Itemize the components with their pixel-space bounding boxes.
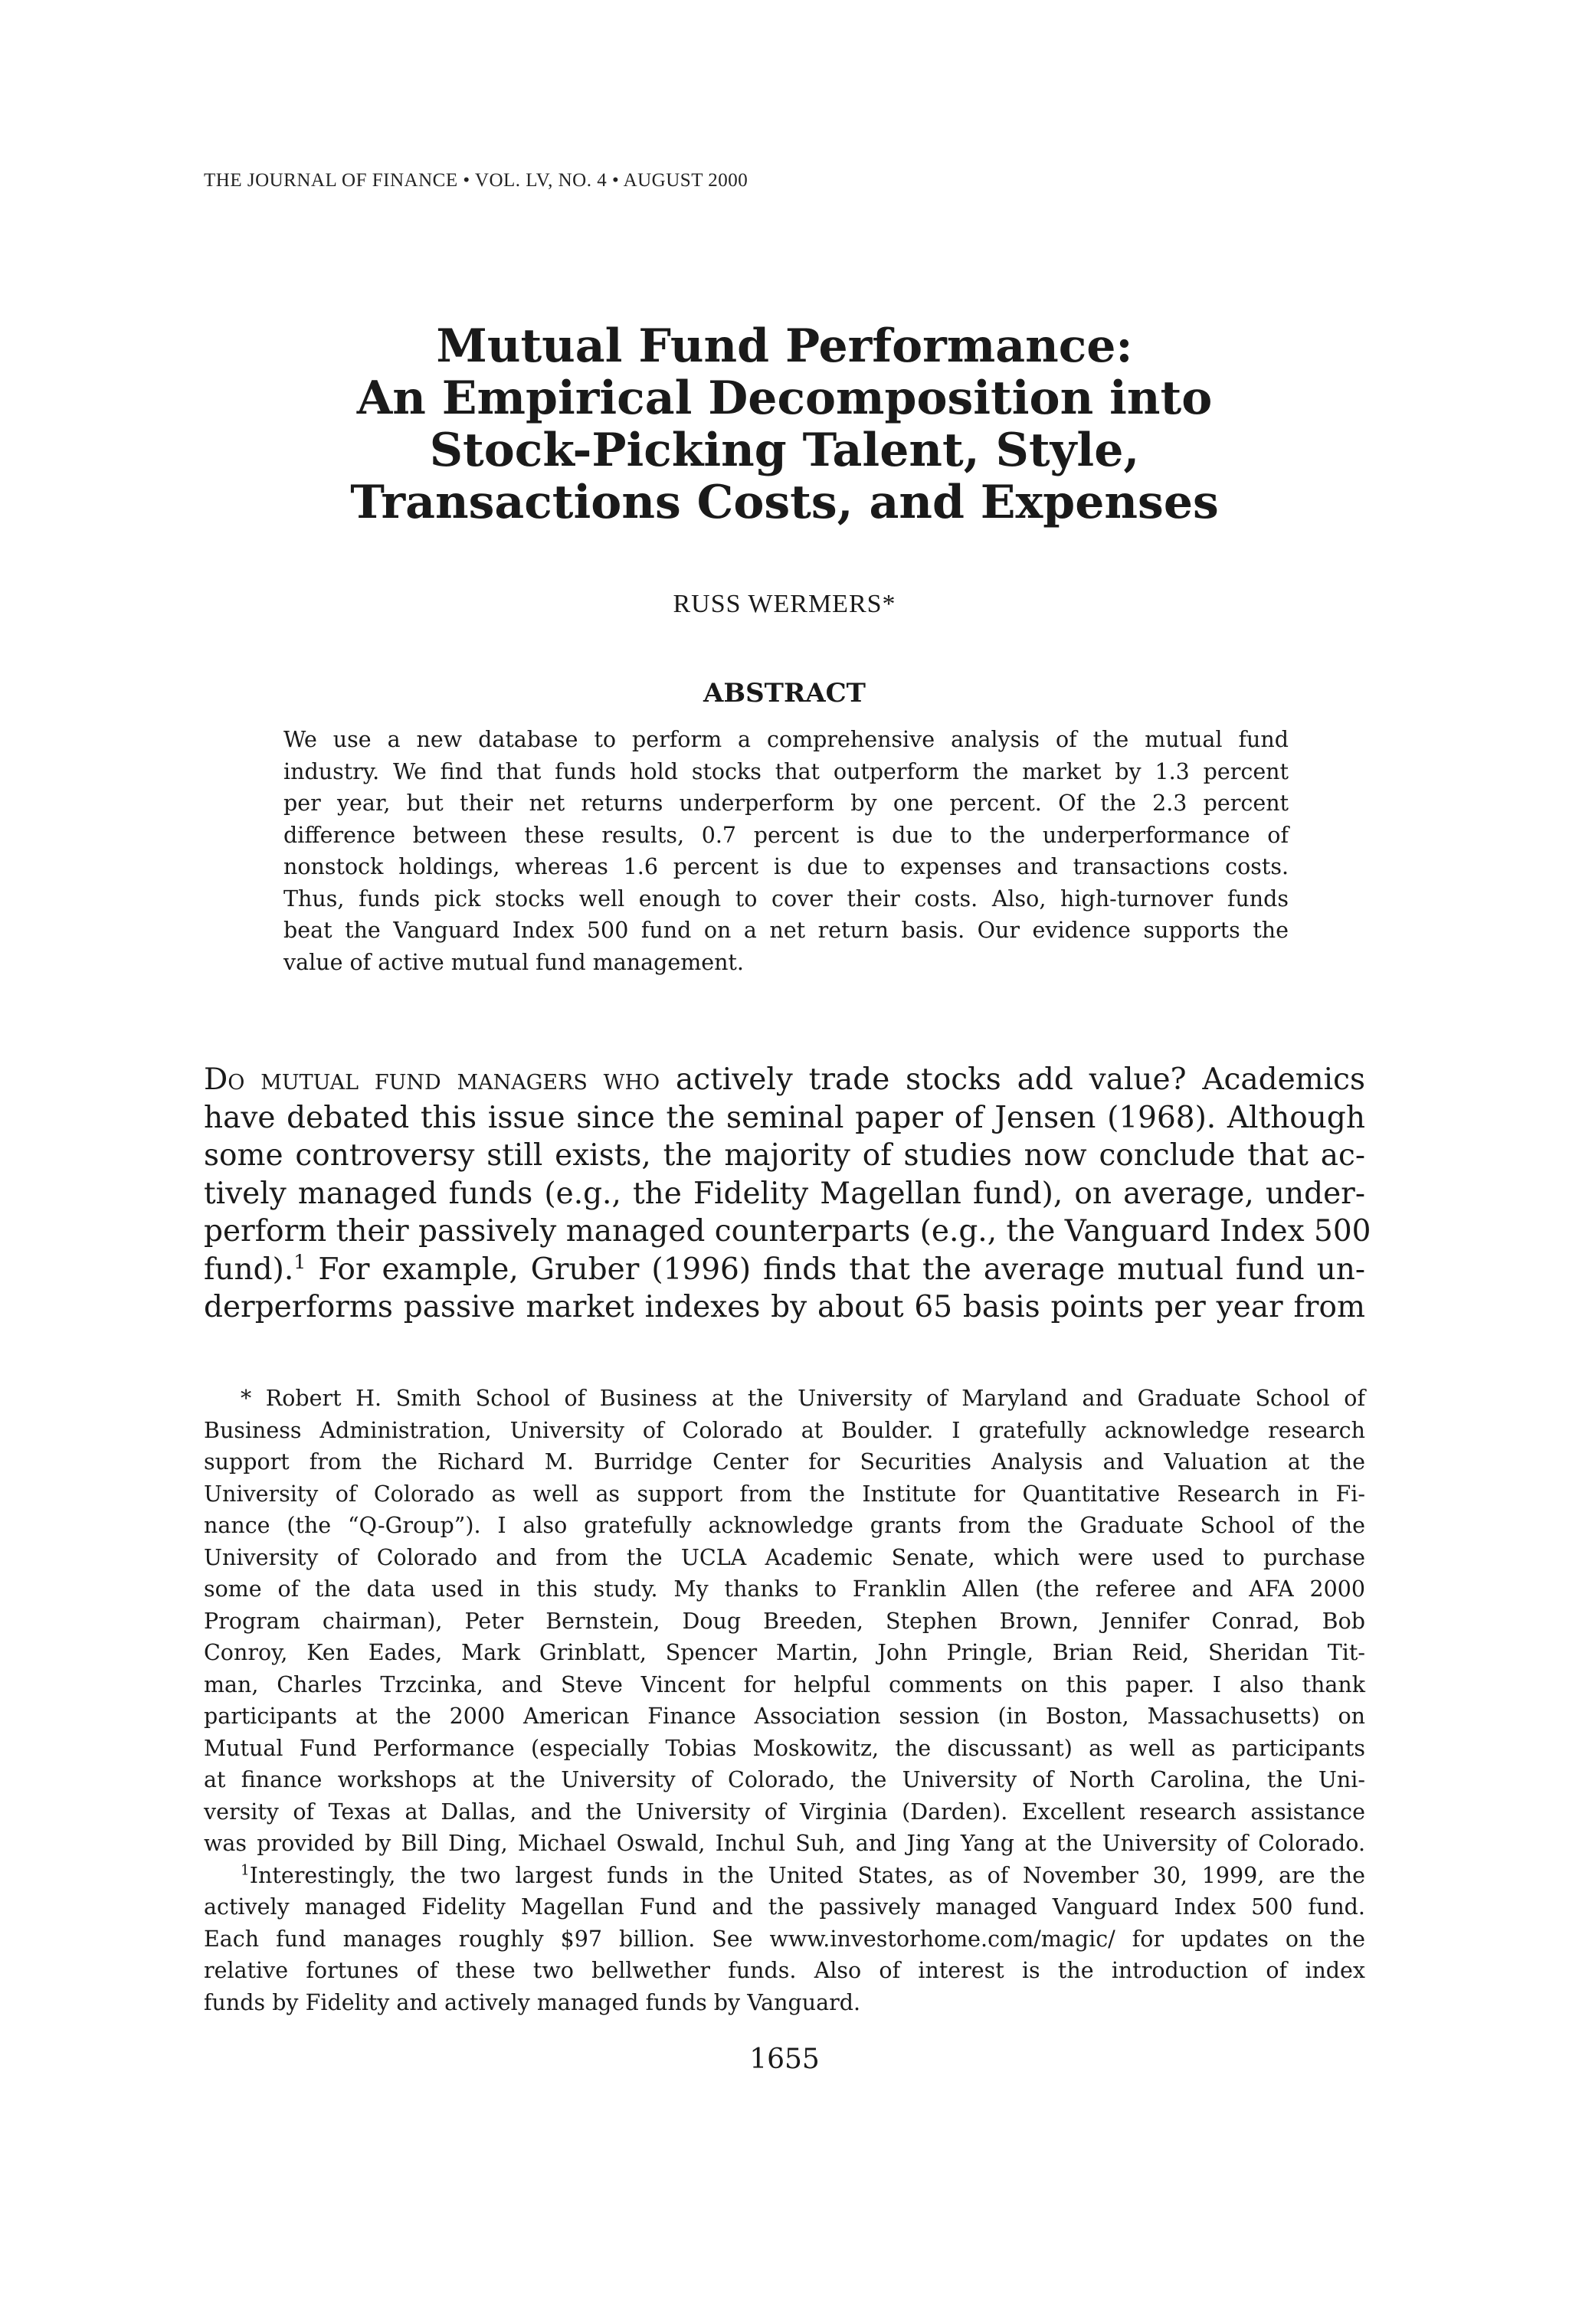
footnote-line: man, Charles Trzcinka, and Steve Vincent for helpful comments on this paper. I also thank <box>204 1671 1365 1697</box>
abstract-line: Thus, funds pick stocks well enough to cover their costs. Also, high-turnover funds <box>283 885 1289 912</box>
abstract-line: nonstock holdings, whereas 1.6 percent is due to expenses and transactions costs. <box>283 854 1289 879</box>
footnote-2-first-line: Interestingly, the two largest funds in the United States, as of November 30, 1999, are the <box>249 1862 1365 1888</box>
title-line-3: Stock-Picking Talent, Style, <box>429 424 1140 477</box>
footnote-line: at finance workshops at the University of Colorado, the University of North Carolina, the Uni- <box>204 1767 1365 1792</box>
abstract-line: beat the Vanguard Index 500 fund on a net return basis. Our evidence supports the <box>283 918 1289 943</box>
footnote-line: versity of Texas at Dallas, and the University of Virginia (Darden). Excellent research assistance <box>204 1799 1365 1825</box>
body-line <box>204 1251 1365 1289</box>
footnote-line: some of the data used in this study. My thanks to Franklin Allen (the referee and AFA 2000 <box>204 1576 1365 1602</box>
title-line-4: Transactions Costs, and Expenses <box>350 476 1219 529</box>
body-line: derperforms passive market indexes by about 65 basis points per year from <box>204 1290 1365 1324</box>
running-head: THE JOURNAL OF FINANCE • VOL. LV, NO. 4 • AUGUST 2000 <box>204 170 748 191</box>
abstract-line: industry. We find that funds hold stocks that outperform the market by 1.3 percent <box>283 758 1289 784</box>
footnote-marker: 1 <box>241 1862 250 1878</box>
footnote-line: relative fortunes of these two bellwether funds. Also of interest is the introduction of index <box>204 1958 1365 1983</box>
footnotes <box>204 1383 1365 2018</box>
body-line <box>204 1061 1365 1099</box>
footnote-line <box>204 1860 1365 1892</box>
body-line: perform their passively managed counterparts (e.g., the Vanguard Index 500 <box>204 1214 1371 1249</box>
body-line: tively managed funds (e.g., the Fidelity Magellan fund), on average, under- <box>204 1176 1365 1211</box>
footnote-line: Each fund manages roughly $97 billion. See www.investorhome.com/magic/ for updates on the <box>204 1926 1365 1952</box>
title-line-1: Mutual Fund Performance: <box>436 319 1133 373</box>
body-line: some controversy still exists, the majority of studies now conclude that ac- <box>204 1138 1365 1173</box>
footnote-line: University of Colorado as well as support from the Institute for Quantitative Research in Fi- <box>204 1481 1365 1507</box>
footnote-line: Conroy, Ken Eades, Mark Grinblatt, Spencer Martin, John Pringle, Brian Reid, Sheridan Tit- <box>204 1640 1365 1665</box>
footnote-line: Business Administration, University of Colorado at Boulder. I gratefully acknowledge research <box>204 1417 1365 1443</box>
body-line-6-pre: fund). <box>204 1252 294 1287</box>
abstract-line: value of active mutual fund management. <box>283 949 744 975</box>
footnote-line: nance (the “Q-Group”). I also gratefully acknowledge grants from the Graduate School of the <box>204 1513 1365 1538</box>
abstract-heading: ABSTRACT <box>703 678 866 709</box>
body-line-6-post: For example, Gruber (1996) finds that the average mutual fund un- <box>306 1252 1365 1287</box>
abstract-line: We use a new database to perform a comprehensive analysis of the mutual fund <box>283 727 1289 752</box>
footnote-line: University of Colorado and from the UCLA Academic Senate, which were used to purchase <box>204 1544 1365 1570</box>
abstract-line: per year, but their net returns underperform by one percent. Of the 2.3 percent <box>283 790 1289 816</box>
body-line: have debated this issue since the seminal paper of Jensen (1968). Although <box>204 1100 1365 1135</box>
body-paragraph <box>204 1061 1371 1327</box>
footnote-line: actively managed Fidelity Magellan Fund and the passively managed Vanguard Index 500 fund. <box>204 1894 1365 1920</box>
title-line-2: An Empirical Decomposition into <box>356 372 1213 425</box>
abstract-line: difference between these results, 0.7 percent is due to the underperformance of <box>283 822 1289 848</box>
footnote-ref: 1 <box>293 1249 306 1273</box>
footnote-line: * Robert H. Smith School of Business at the University of Maryland and Graduate School of <box>241 1386 1365 1411</box>
abstract-body <box>283 724 1289 978</box>
article-title <box>204 320 1365 529</box>
footnote-line: Program chairman), Peter Bernstein, Doug Breeden, Stephen Brown, Jennifer Conrad, Bob <box>204 1608 1365 1634</box>
footnote-line: support from the Richard M. Burridge Center for Securities Analysis and Valuation at the <box>204 1449 1365 1475</box>
body-line-1-rest: actively trade stocks add value? Academics <box>660 1062 1365 1097</box>
footnote-line: was provided by Bill Ding, Michael Oswald, Inchul Suh, and Jing Yang at the University of Colorado. <box>204 1831 1365 1856</box>
footnote-line: Mutual Fund Performance (especially Tobias Moskowitz, the discussant) as well as participants <box>204 1735 1365 1761</box>
footnote-line: participants at the 2000 American Finance Association session (in Boston, Massachusetts) on <box>204 1704 1365 1729</box>
author-name: RUSS WERMERS* <box>673 590 896 618</box>
lead-in-smallcaps: Do mutual fund managers who <box>204 1062 660 1097</box>
page-number: 1655 <box>749 2044 820 2075</box>
footnote-line: funds by Fidelity and actively managed funds by Vanguard. <box>204 1989 861 2015</box>
